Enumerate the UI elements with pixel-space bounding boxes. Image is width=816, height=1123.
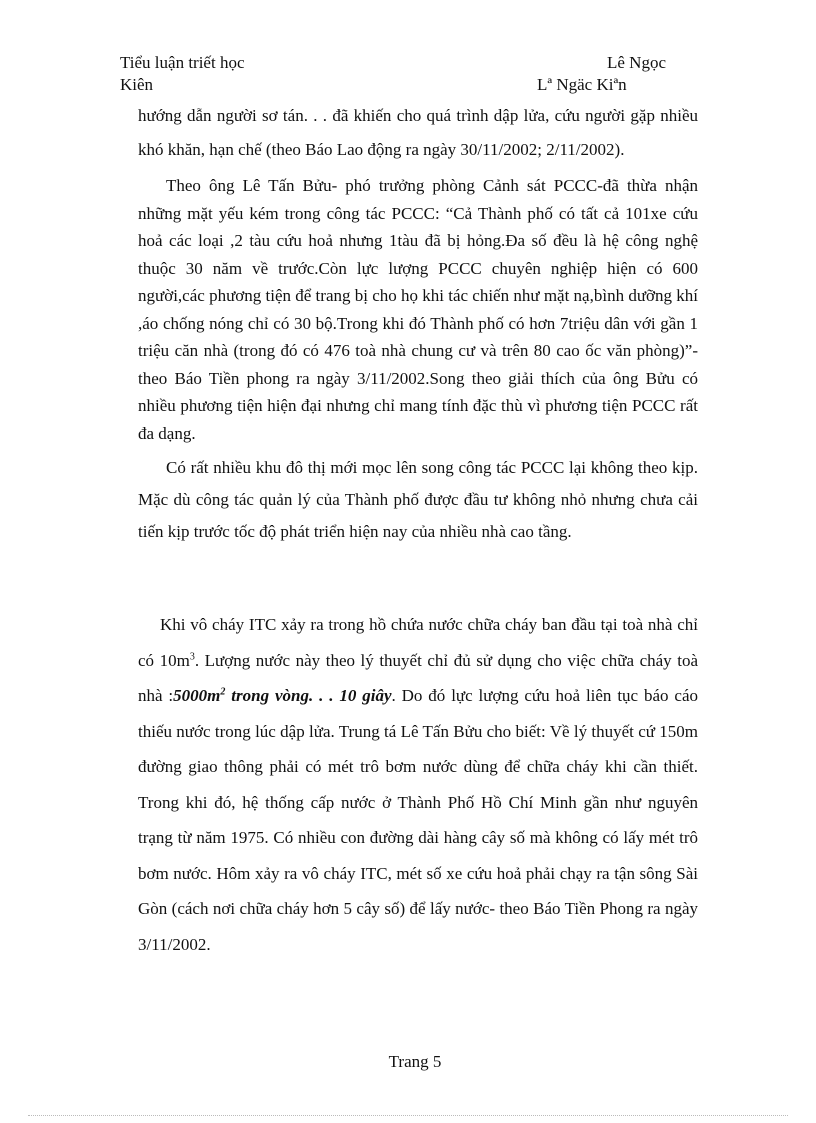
paragraph-urban-growth: Có rất nhiều khu đô thị mới mọc lên song công tác PCCC lại không theo kịp. Mặc dù công tác quản lý của Thành phố được đầu tư không nhỏ nhưng chưa cải tiến kịp trước tốc độ phát triển hiện nay của nhiều nhà cao tầng. <box>138 458 698 541</box>
p4-superscript-2: 2 <box>220 686 226 698</box>
page-bottom-divider <box>28 1115 788 1116</box>
header-title: Tiểu luận triết học <box>120 53 245 72</box>
p4-text-a: Khi vô cháy ITC xảy ra trong hồ chứa nước chữa cháy ban đầu tại toà nhà chỉ có 10m <box>138 615 698 670</box>
header-author-first: Lê Ngọc <box>607 53 667 72</box>
body-text-lower <box>138 607 698 962</box>
p4-superscript-3: 3 <box>189 650 195 662</box>
p4-text-b: . Lượng nước này theo lý thuyết chỉ đủ sử dụng cho việc chữa cháy toà nhà : <box>138 650 698 705</box>
p4-emphasis-time: trong vòng. . . 10 giây <box>225 686 392 705</box>
paragraph-continuation: hướng dẫn người sơ tán. . . đã khiến cho quá trình dập lửa, cứu người gặp nhiều khó khăn, hạn chế (theo Báo Lao động ra ngày 30/11/2002; 2/11/2002). <box>138 106 698 159</box>
body-text-upper <box>138 99 698 548</box>
header-author-last: Kiên <box>120 75 154 94</box>
header-author-encoded: Lª Ngäc Kiªn <box>537 75 627 94</box>
paragraph-pccc-weakness: Theo ông Lê Tấn Bửu- phó trưởng phòng Cảnh sát PCCC-đã thừa nhận những mặt yếu kém trong công tác PCCC: “Cả Thành phố có tất cả 101xe cứu hoả các loại ,2 tàu cứu hoả nhưng 1tàu đã bị hỏng.Đa số đều là hệ công nghệ thuộc 30 năm về trước.Còn lực lượng PCCC chuyên nghiệp hiện có 600 người,các phương tiện để trang bị cho họ khi tác chiến như mặt nạ,bình dưỡng khí ,áo chống nóng chỉ có 30 bộ.Trong khi đó Thành phố có hơn 7triệu dân với gần 1 triệu căn nhà (trong đó có 476 toà nhà chung cư và trên 80 cao ốc văn phòng)”-theo Báo Tiền phong ra ngày 3/11/2002.Song theo giải thích của ông Bửu có nhiều phương tiện hiện đại nhưng chỉ mang tính đặc thù vì phương tiện PCCC rất đa dạng. <box>138 176 699 443</box>
p4-text-c: . Do đó lực lượng cứu hoả liên tục báo cáo thiếu nước trong lúc dập lửa. Trung tá Lê Tấn Bửu cho biết: Về lý thuyết cứ 150m đường giao thông phải có mét trô bơm nước dùng để chữa cháy khi cần thiết. Trong khi đó, hệ thống cấp nước ở Thành Phố Hồ Chí Minh gần như nguyên trạng từ năm 1975. Có nhiều con đường dài hàng cây số mà không có lấy mét trô bơm nước. Hôm xảy ra vô cháy ITC, mét số xe cứu hoả phải chạy ra tận sông Sài Gòn (cách nơi chữa cháy hơn 5 cây số) để lấy nước- theo Báo Tiền Phong ra ngày 3/11/2002. <box>138 686 698 954</box>
page-number: Trang 5 <box>388 1052 442 1071</box>
paragraph-water-shortage <box>138 607 698 962</box>
p4-emphasis <box>173 686 391 705</box>
p4-emphasis-area: 5000m <box>173 686 221 705</box>
